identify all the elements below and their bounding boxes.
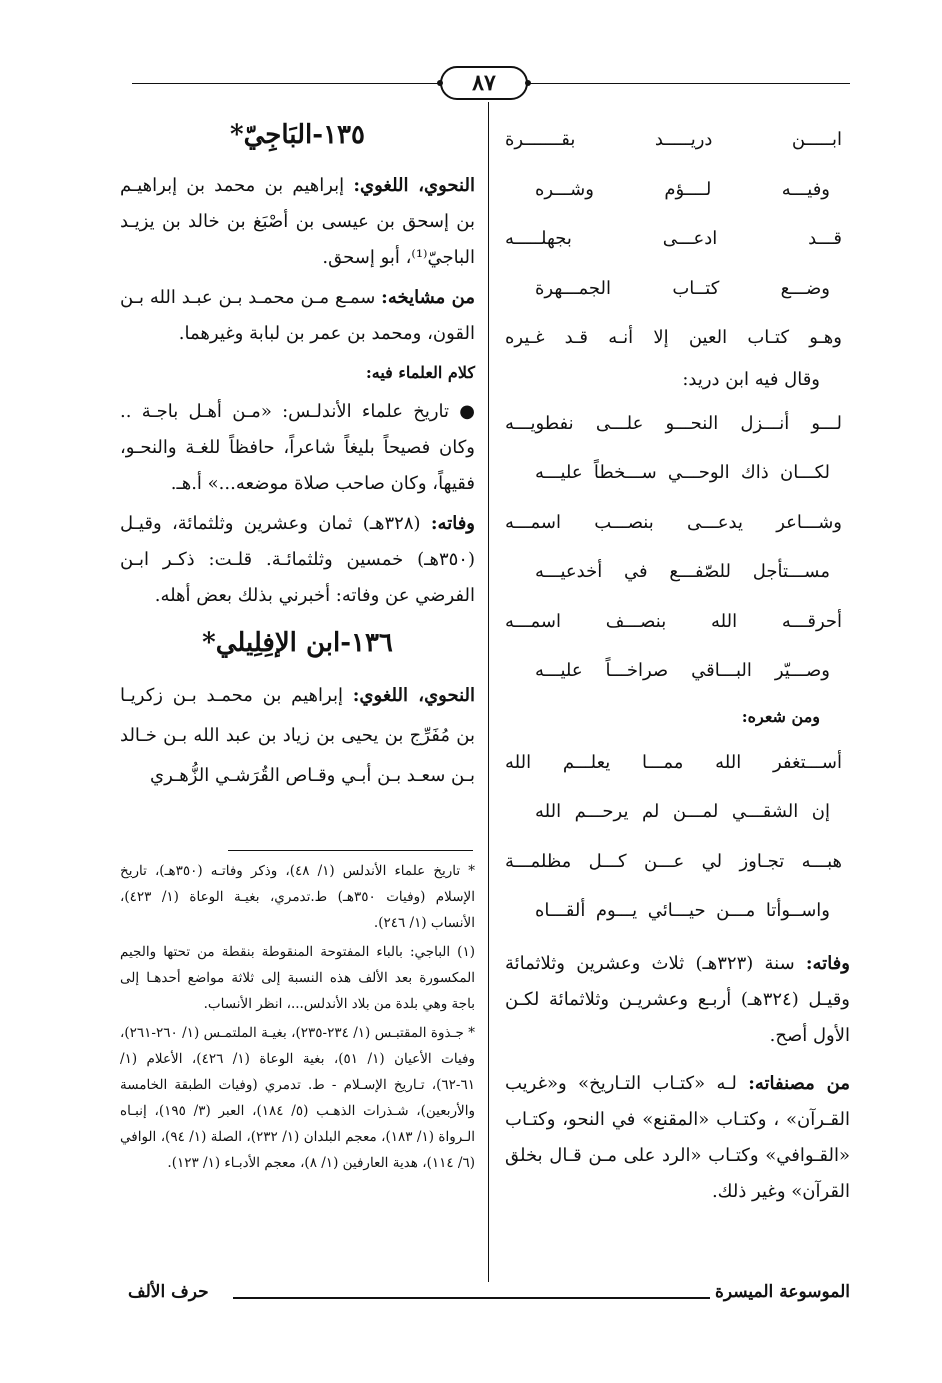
verse-line: قـــد ادعـــى بجهلـــــه	[505, 228, 842, 249]
entry-description	[120, 168, 475, 276]
footnote: * تاريخ علماء الأندلس (١/ ٤٨)، وذكر وفاتـه (٣٥٠هـ)، تاريخ الإسلام (وفيات ٣٥٠هـ) ط.تدمري، بغيـة الوعاة (١/ ٤٢٣)، الأنساب (١/ ٢٤٦).	[120, 863, 476, 931]
verse-line: وهـو كتـاب العين إلا أنـه قـد غـيره	[505, 327, 842, 348]
intro-line: وقال فيه ابن دريد:	[682, 368, 820, 390]
works-paragraph	[505, 1066, 850, 1210]
death-text: سنة (٣٢٣هـ) ثلاث وعشرين وثلاثمائة وقيـل (٣٢٤هـ) أربـع وعشريـن وثلاثمائة لكـن الأول أصح.	[505, 952, 850, 1046]
poem-niftawayh	[505, 399, 850, 696]
verse-line: أحرقـــه الله بنصـــف اسمـــه	[505, 610, 842, 632]
section-heading: كلام العلماء فيه:	[365, 363, 475, 382]
entry-title: ١٣٥-البَاجِيّ*	[230, 120, 365, 150]
works-text: لـه «كتـاب التـاريخ» و«غريب القـرآن» ، وكتـاب «المقنع» في النحو، وكتـاب «القـوافي» وكتـاب «الرد على مـن قـال بخلق القرآن» وغير ذلك.	[505, 1072, 850, 1202]
desc-text: إبراهيم بن محمد بن إبراهيـم بن إسحق بن عيسى بن أصْبَغ بن خالد بن يزيـد الباجيّ⁽¹⁾، أبو إسحق.	[120, 175, 475, 268]
desc-text: إبراهيم بن محمـد بـن زكريـا بن مُفَرِّج بن يحيى بن زياد بن عبد الله بـن خـالد بـن سعـد بـن أبـي وقـاص القُرَشـي الزُّهـري	[120, 685, 475, 786]
teachers-paragraph	[120, 280, 475, 352]
teachers-label: من مشايخه:	[381, 287, 476, 308]
badge-dot-left	[437, 80, 443, 86]
poem-ibn-durayd	[505, 115, 850, 363]
verse-line: ابـــــن دريـــــد بقـــــــرة	[505, 129, 842, 150]
page-number: ٨٧	[472, 70, 496, 96]
poem-own	[505, 738, 850, 936]
verse-line: وضـــع كتــاب الجمـــهرة	[535, 277, 830, 299]
verse-line: وصـــيّر البـــاقي صراخـــاً عليـــه	[535, 660, 830, 681]
footer-rule	[233, 1297, 710, 1299]
teachers-text: سمـع مـن محمـد بـن عبـد الله بـن القون، ومحمد بن عمر بن لبابة وغيرهما.	[120, 287, 475, 344]
verse-line: مســـتأجل للصّفـــع في أخدعيـــه	[535, 561, 830, 582]
page-footer	[128, 1282, 850, 1310]
book-title: الموسوعة الميسرة	[714, 1282, 850, 1302]
works-label: من مصنفاته:	[748, 1072, 850, 1094]
death-paragraph	[505, 946, 850, 1054]
verse-line: إن الشقـــي لمـــن لم يرحـــم الله	[535, 801, 830, 822]
badge-dot-right	[525, 80, 531, 86]
desc-label: النحوي، اللغوي:	[352, 685, 475, 706]
verse-line: وشـــاعر يدعـــى بنصـــب اسمـــه	[505, 511, 842, 533]
verse-line: هبـــه تجـاوز لي عـــن كـــل مظلمـــة	[505, 850, 842, 872]
footnotes	[120, 858, 475, 1179]
verse-line: أســـتغفر الله ممـــا يعلـــم الله	[505, 751, 842, 773]
letter-section: حرف الألف	[128, 1282, 209, 1302]
column-divider	[488, 102, 489, 1282]
death-paragraph	[120, 506, 475, 614]
footnote-rule	[228, 850, 473, 851]
header-rule-left	[132, 83, 440, 84]
left-column	[120, 110, 475, 800]
section-heading: ومن شعره:	[741, 706, 820, 726]
entry-title: ١٣٦-ابن الإفِلِيلي*	[202, 628, 393, 658]
verse-line: واســوأتا مـــن حيـــائي يـــوم ألقـــاه	[535, 900, 830, 921]
footnote: (١) الباجي: بالباء المفتوحة المنقوطة بنقطة من تحتها والجيم المكسورة بعد الألف هذه النسبة إلى ثلاثة مواضع أحدهـا إلى باجة وهي بلدة من بلاد الأندلس...، انظر الأنساب.	[120, 944, 475, 1012]
entry-description	[120, 676, 475, 796]
death-text: (٣٢٨هـ) ثمان وعشرين وثلثمائة، وقيـل (٣٥٠هـ) خمسين وثلثمائـة. قلـت: ذكـر ابـن الفرضي عن وفاته: أخبرني بذلك بعض أهله.	[120, 513, 475, 606]
verse-line: وفيـــه لــــؤم وشـــره	[535, 178, 830, 200]
verse-line: لـــو أنـــزل النحـــو علـــى نفطويـــه	[505, 412, 842, 434]
footnote: * جـذوة المقتبـس (١/ ٢٣٤-٢٣٥)، بغيـة الملتمـس (١/ ٢٦٠-٢٦١)، وفيات الأعيان (١/ ٥١)، بغية الوعاة (١/ ٤٢٦)، الأعلام (١/ ٦١-٦٢)، تـاريخ الإسـلام - ط. تدمري (وفيات الطبقة الخامسة والأربعين)، شـذرات الذهـب (٥/ ١٨٤)، العبر (٣/ ١٩٥)، إنبـاه الـرواة (١/ ١٨٣)، معجم البلدان (١/ ٢٣٢)، الصلة (١/ ٩٤)، الوافي (٦/ ١١٤)، هدية العارفين (١/ ٨)، معجم الأدبـاء (١/ ١٢٣).	[120, 1025, 476, 1171]
death-label: وفاته:	[805, 952, 850, 974]
verse-line: لكـــان ذاك الوحـــي ســـخطاً عليـــه	[535, 462, 830, 483]
header-rule-right	[528, 83, 850, 84]
desc-label: النحوي، اللغوي:	[353, 175, 475, 196]
death-label: وفاته:	[430, 513, 475, 534]
page-number-badge	[440, 66, 528, 100]
right-column	[505, 115, 850, 1214]
quote-paragraph: ● تاريخ علماء الأندلـس: «مـن أهـل باجـة .. وكان فصيحاً بليغاً شاعراً، حافظاً للغـة والنحـو، فقيهاً، وكان صاحب صلاة موضعه...» أ.هـ.	[120, 401, 475, 494]
